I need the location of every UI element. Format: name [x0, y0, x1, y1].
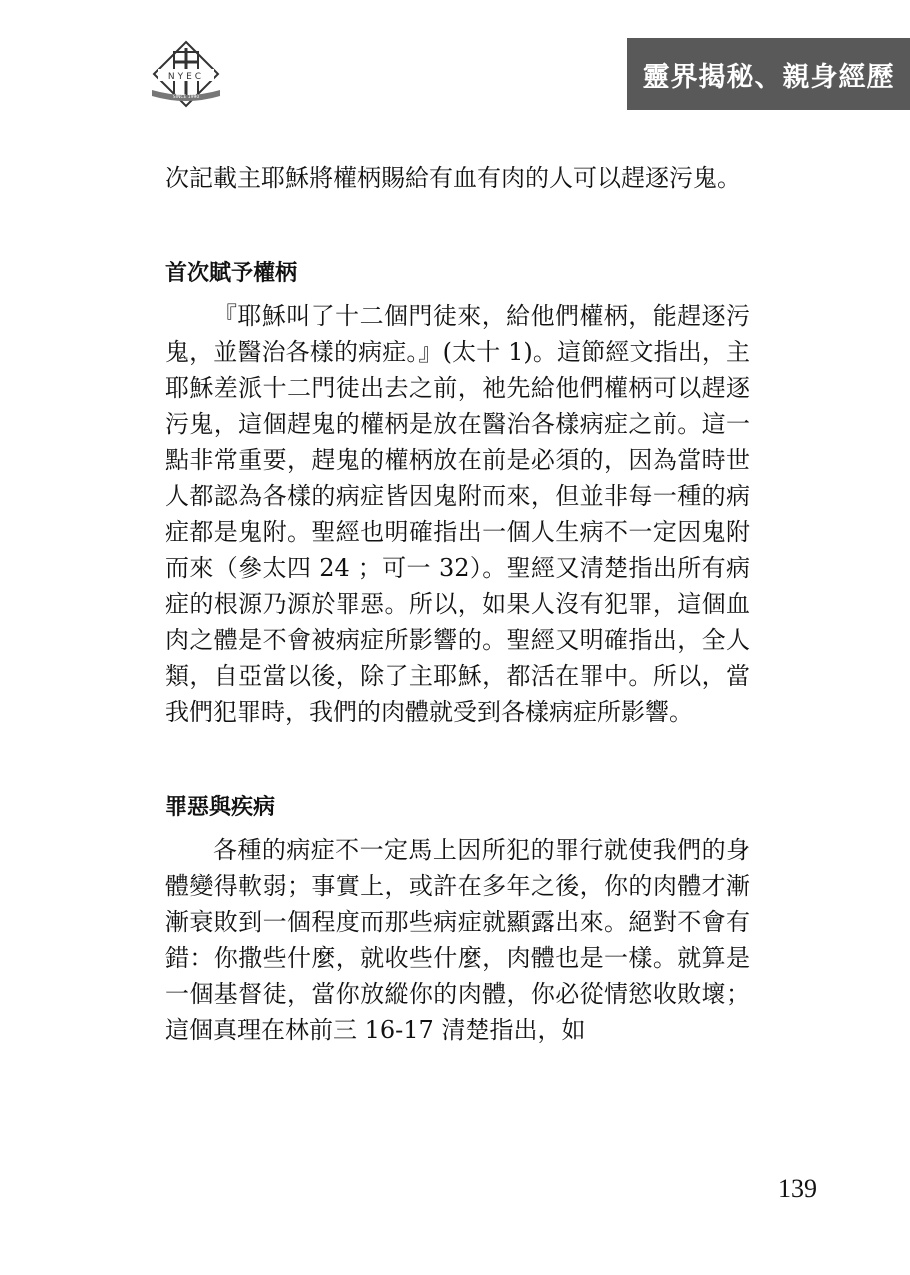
page-content [165, 160, 750, 1048]
logo-text: NYEC [167, 72, 205, 82]
nyec-logo [148, 38, 224, 110]
header-title-box [627, 38, 910, 110]
page-number: 139 [778, 1174, 817, 1203]
paragraph-1: 次記載主耶穌將權柄賜給有血有肉的人可以趕逐污鬼。 [165, 164, 741, 192]
logo-subtext: SINCE 1990 [172, 95, 200, 100]
paragraph-2: 『耶穌叫了十二個門徒來，給他們權柄，能趕逐污鬼，並醫治各樣的病症。』(太十 1)。這節經文指出，主耶穌差派十二門徒出去之前，祂先給他們權柄可以趕逐污鬼，這個趕鬼的權柄是放在醫治各樣病症之前。這一點非常重要，趕鬼的權柄放在前是必須的，因為當時世人都認為各樣的病症皆因鬼附而來，但並非每一種的病症都是鬼附。聖經也明確指出一個人生病不一定因鬼附而來（參太四 24 ；可一 32）。聖經又清楚指出所有病症的根源乃源於罪惡。所以，如果人沒有犯罪，這個血肉之體是不會被病症所影響的。聖經又明確指出，全人類，自亞當以後，除了主耶穌，都活在罪中。所以，當我們犯罪時，我們的肉體就受到各樣病症所影響。 [165, 302, 750, 726]
header-title: 靈界揭秘、親身經歷 [642, 61, 895, 93]
paragraph-3: 各種的病症不一定馬上因所犯的罪行就使我們的身體變得軟弱；事實上，或許在多年之後，你的肉體才漸漸衰敗到一個程度而那些病症就顯露出來。絕對不會有錯：你撒些什麼，就收些什麼，肉體也是一樣。就算是一個基督徒，當你放縱你的肉體，你必從情慾收敗壞；這個真理在林前三 16-17 清楚指出，如 [165, 836, 750, 1044]
section-heading-1: 首次賦予權柄 [165, 261, 298, 286]
section-heading-2: 罪惡與疾病 [165, 795, 276, 820]
